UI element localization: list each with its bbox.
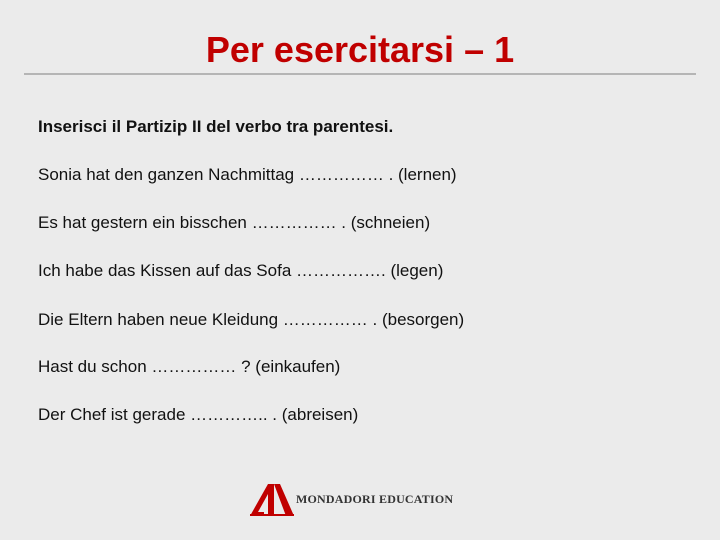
exercise-instruction: Inserisci il Partizip II del verbo tra parentesi. [38,117,394,136]
exercise-sentence-3: Ich habe das Kissen auf das Sofa ……………. (legen) [38,261,444,280]
slide-title: Per esercitarsi – 1 [205,29,515,70]
exercise-sentence-5: Hast du schon …………… ? (einkaufen) [38,357,341,376]
exercise-sentence-1: Sonia hat den ganzen Nachmittag …………… . (lernen) [38,165,457,184]
exercise-sentence-6: Der Chef ist gerade ………….. . (abreisen) [38,405,359,424]
mondadori-a-logo-icon [250,482,294,518]
publisher-name: MONDADORI EDUCATION [296,492,454,506]
publisher-logo [250,482,480,518]
exercise-sentence-2: Es hat gestern ein bisschen …………… . (schneien) [38,213,431,232]
exercise-sentence-4: Die Eltern haben neue Kleidung …………… . (besorgen) [38,310,465,329]
title-divider [24,73,696,75]
